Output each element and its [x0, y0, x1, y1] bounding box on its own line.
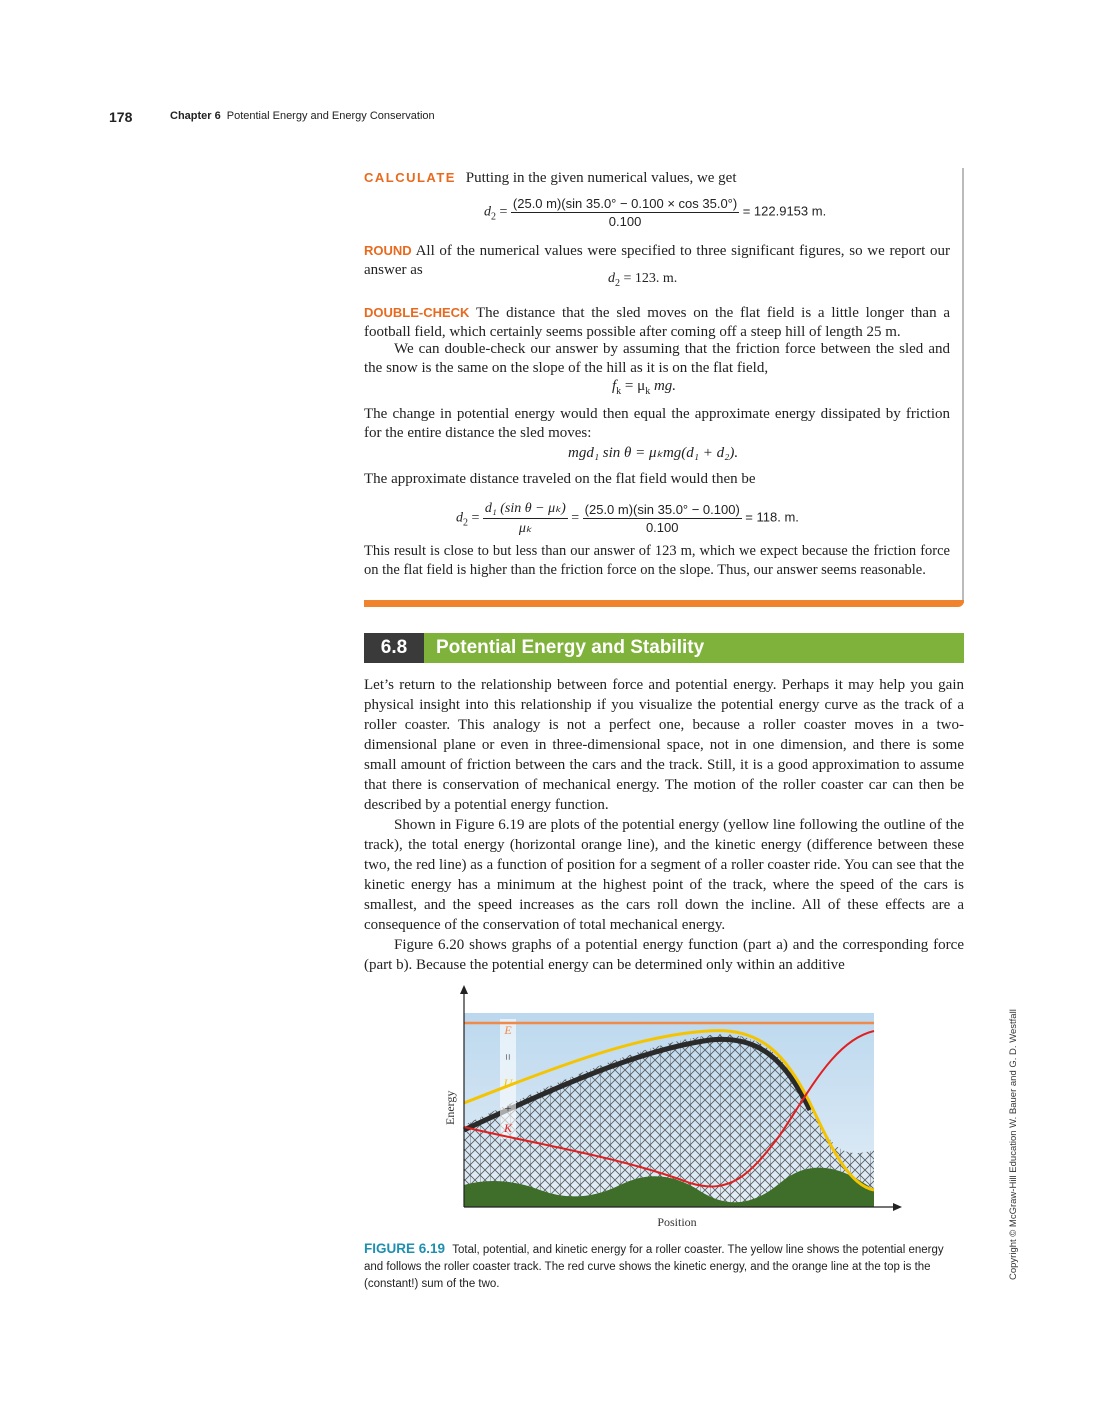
approx-fraction1: [483, 500, 568, 537]
friction-eq-rhs: = μ: [624, 378, 646, 394]
doublecheck-text2: We can double-check our answer by assuming that the friction force between the sled and the snow is the same on the slope of the hill as it is on the flat field,: [364, 341, 950, 376]
round-label: ROUND: [364, 243, 412, 258]
calc-fraction: [511, 196, 739, 229]
calc-lhs: d: [484, 204, 491, 220]
label-U: U: [503, 1076, 513, 1090]
text5: This result is close to but less than our answer of 123 m, which we expect because the friction force on the flat field is higher than the friction force on the slope. Thus, our answer seems reasonable.: [364, 543, 950, 578]
calc-numerator: (25.0 m)(sin 35.0° − 0.100 × cos 35.0°): [512, 196, 738, 211]
label-K: K: [503, 1121, 513, 1135]
round-eq-value: = 123. m.: [623, 271, 678, 286]
doublecheck-text1: The distance that the sled moves on the flat field is a little longer than a football field, which certainly seems possible after coming off a steep hill of length 25 m.: [364, 305, 950, 340]
running-header: [170, 110, 435, 122]
friction-eq-f: f: [612, 378, 617, 394]
approx-den2: 0.100: [645, 520, 679, 535]
approx-den1: μₖ: [518, 521, 532, 536]
text4: The approximate distance traveled on the flat field would then be: [364, 471, 756, 487]
paragraph-2: Shown in Figure 6.19 are plots of the potential energy (yellow line following the outline of the track), the total energy (horizontal orange line), and the kinetic energy (difference between these two, the red line) as a function of position for a segment of a roller coaster ride. You can see that the kinetic energy has a minimum at the highest point of the track, where the speed of the cars is smallest, and the speed increases as the cars roll down the incline. All of these effects are a consequence of the conservation of total mechanical energy.: [364, 817, 964, 933]
doublecheck-step: [364, 303, 950, 342]
approx-fraction2: [583, 502, 742, 535]
figure-caption-label: FIGURE 6.19: [364, 1241, 446, 1256]
y-axis-label: Energy: [443, 1090, 457, 1125]
section-number: 6.8: [364, 633, 424, 663]
label-equals: =: [501, 1053, 515, 1061]
calculate-label: CALCULATE: [364, 170, 456, 185]
paragraph-3: Figure 6.20 shows graphs of a potential energy function (part a) and the corresponding force (part b). Because the potential energy can be determined only within an additive: [364, 937, 964, 973]
doublecheck-label: DOUBLE-CHECK: [364, 305, 470, 320]
approx-equation: $d_2$ = $\frac{\text{d₁ (sin θ − μₖ)}}{\text{μₖ}}$ = $\frac{(25.0 m)(\sin 35.0^\circ - 0.100)}{0.100}$ = 118. m.: [456, 501, 799, 536]
label-plus: +: [504, 1101, 512, 1115]
friction-equation: $f_k = \mu_k$ mg.: [612, 378, 677, 397]
round-text: All of the numerical values were specified to three significant figures, so we report our answer as: [364, 243, 950, 278]
x-axis-arrow: [893, 1203, 902, 1211]
copyright-notice: Copyright © McGraw-Hill Education W. Bauer and G. D. Westfall: [1008, 1009, 1019, 1280]
round-equation: $d_2 = 123$. m.: [608, 271, 678, 289]
page-number: 178: [109, 109, 133, 125]
roller-coaster-energy-figure: [440, 985, 910, 1235]
y-axis-arrow: [460, 985, 468, 994]
approx-result: = 118. m.: [745, 509, 799, 525]
figure-caption-text: Total, potential, and kinetic energy for a roller coaster. The yellow line shows the potential energy and follows the roller coaster track. The red curve shows the kinetic energy, and the orange line at the top is the (constant!) sum of the two.: [364, 1244, 944, 1290]
calc-result: = 122.9153 m.: [742, 203, 827, 219]
paragraph-1: Let’s return to the relationship between force and potential energy. Perhaps it may help you gain physical insight into this relationship if you visualize the potential energy curve as the track of a roller coaster. This analogy is not a perfect one, because a roller coaster moves in a two-dimensional plane or even in three-dimensional space, not in one dimension, and there is some small amount of friction between the cars and the track. Still, it is a good approximation to assume that there is conservation of mechanical energy. The motion of the roller coaster car can then be described by a potential energy function.: [364, 677, 964, 813]
friction-eq-tail: mg.: [653, 378, 677, 394]
chapter-label: Chapter 6: [170, 110, 221, 122]
label-E: E: [504, 1023, 512, 1037]
calculate-text: Putting in the given numerical values, we get: [465, 170, 737, 186]
approx-num2: (25.0 m)(sin 35.0° − 0.100): [584, 502, 740, 517]
figure-caption: [364, 1240, 944, 1293]
energy-equation: mgd₁ sin θ = μₖmg(d₁ + d₂).: [568, 445, 739, 461]
calc-denominator: 0.100: [608, 214, 642, 229]
example-box-rule: [962, 168, 964, 603]
calculate-step: [364, 168, 954, 188]
approx-num1: d₁ (sin θ − μₖ): [483, 500, 568, 519]
x-axis-label: Position: [657, 1215, 697, 1229]
calc-equation: $d_2$ = $\frac{(25.0 m)(\sin 35.0^\circ - 0.100 \times \cos 35.0^\circ)}{0.100}$ = 122.9153 m.: [484, 196, 827, 229]
section-title: Potential Energy and Stability: [436, 637, 705, 658]
chapter-title: Potential Energy and Energy Conservation: [226, 110, 435, 122]
example-box-bottom-rule: [364, 600, 964, 607]
text3: The change in potential energy would then equal the approximate energy dissipated by friction for the entire distance the sled moves:: [364, 406, 950, 441]
